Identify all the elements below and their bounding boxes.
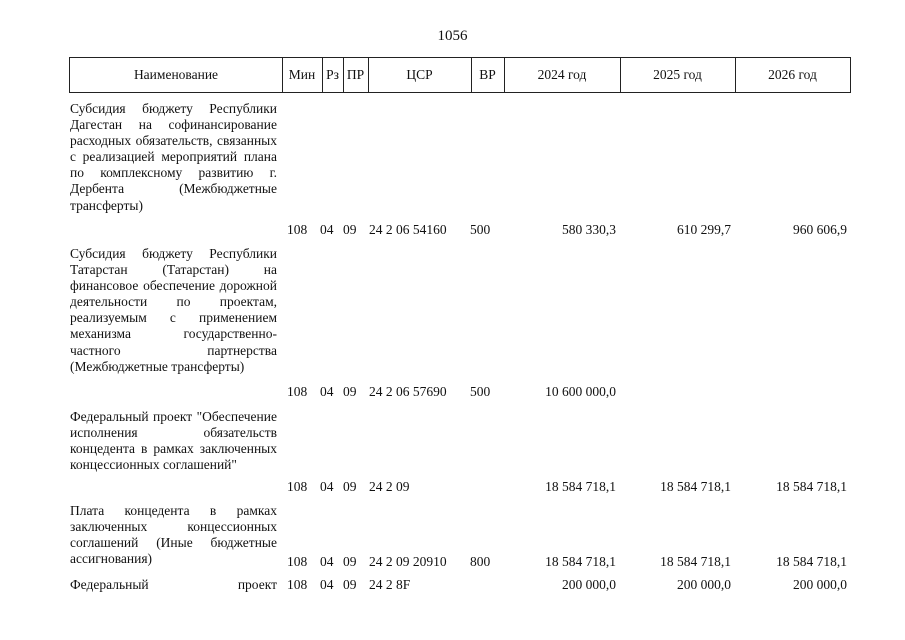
row-min: 108 (287, 222, 308, 237)
row-rz: 04 (320, 479, 334, 494)
row-csr: 24 2 8F (369, 577, 411, 592)
row-name: Субсидия бюджету Республики Татарстан (Татарстан) на финансовое обеспечение дорожной деятельности по проектам, реализуемым с применением механизма государственно-частного партнерства (Межбюджетные трансферты) (70, 246, 277, 374)
row-2025: 18 584 718,1 (660, 479, 731, 494)
row-2024: 200 000,0 (562, 577, 616, 592)
row-pr: 09 (343, 222, 357, 237)
row-2026: 18 584 718,1 (776, 479, 847, 494)
table-header (69, 57, 851, 93)
row-vr: 500 (470, 384, 491, 399)
row-name: Федеральный проект (70, 577, 277, 592)
header-2024: 2024 год (537, 67, 587, 82)
header-csr: ЦСР (406, 67, 433, 82)
page-number: 1056 (437, 28, 468, 44)
row-vr: 800 (470, 554, 491, 569)
row-rz: 04 (320, 222, 334, 237)
row-2026: 200 000,0 (793, 577, 847, 592)
row-rz: 04 (320, 384, 334, 399)
row-2026: 18 584 718,1 (776, 554, 847, 569)
row-2024: 10 600 000,0 (545, 384, 616, 399)
row-2024: 18 584 718,1 (545, 479, 616, 494)
row-name: Субсидия бюджету Республики Дагестан на софинансирование расходных обязательств, связанных с реализацией мероприятий плана по комплексному развитию г. Дербента (Межбюджетные трансферты) (70, 101, 277, 213)
row-name: Плата концедента в рамках заключенных концессионных соглашений (Иные бюджетные ассигнования) (70, 503, 277, 567)
row-2026: 960 606,9 (793, 222, 847, 237)
header-pr: ПР (346, 67, 365, 82)
row-2024: 18 584 718,1 (545, 554, 616, 569)
row-min: 108 (287, 384, 308, 399)
row-2025: 18 584 718,1 (660, 554, 731, 569)
header-2025: 2025 год (653, 67, 702, 82)
row-2025: 200 000,0 (677, 577, 731, 592)
row-rz: 04 (320, 554, 334, 569)
header-rz: Рз (326, 67, 339, 82)
row-pr: 09 (343, 577, 357, 592)
row-pr: 09 (343, 554, 357, 569)
row-pr: 09 (343, 384, 357, 399)
row-min: 108 (287, 554, 308, 569)
header-2026: 2026 год (768, 67, 817, 82)
header-min: Мин (288, 67, 316, 82)
header-vr: ВР (479, 67, 496, 82)
row-vr: 500 (470, 222, 491, 237)
row-name: Федеральный проект "Обеспечение исполнения обязательств концедента в рамках заключенных концессионных соглашений" (70, 409, 277, 473)
row-csr: 24 2 06 54160 (369, 222, 447, 237)
row-2024: 580 330,3 (562, 222, 616, 237)
row-min: 108 (287, 577, 308, 592)
row-rz: 04 (320, 577, 334, 592)
row-csr: 24 2 06 57690 (369, 384, 447, 399)
row-2025: 610 299,7 (677, 222, 731, 237)
row-csr: 24 2 09 (369, 479, 410, 494)
row-pr: 09 (343, 479, 357, 494)
header-name: Наименование (133, 67, 219, 82)
row-csr: 24 2 09 20910 (369, 554, 447, 569)
row-min: 108 (287, 479, 308, 494)
